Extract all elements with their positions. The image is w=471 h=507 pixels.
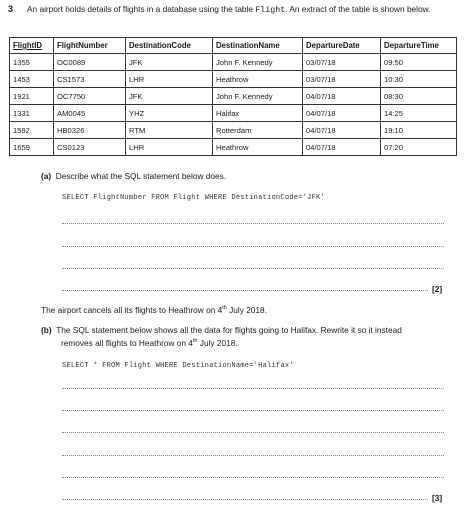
answer-line[interactable] — [62, 477, 444, 478]
cell-departuredate: 03/07/18 — [303, 71, 381, 88]
cancel-statement — [41, 305, 267, 315]
cell-destinationcode: JFK — [126, 88, 213, 105]
part-b-text-line2-before: removes all flights to Heathrow on 4 — [61, 337, 193, 348]
answer-line[interactable] — [62, 455, 444, 456]
cell-flightid: 1592 — [10, 122, 54, 139]
question-intro — [27, 4, 457, 16]
part-b-sql: SELECT * FROM Flight WHERE DestinationName='Halifax' — [62, 362, 294, 370]
cancel-text-before: The airport cancels all its flights to Heathrow on 4 — [41, 305, 223, 315]
cell-departuredate: 04/07/18 — [303, 139, 381, 156]
cell-destinationname: Heathrow — [213, 71, 303, 88]
cell-departuretime: 19:10 — [381, 122, 457, 139]
part-a-label: (a) — [41, 171, 52, 181]
cell-flightnumber: CS1573 — [54, 71, 126, 88]
part-a-prompt — [41, 171, 226, 181]
cell-flightid: 1921 — [10, 88, 54, 105]
cell-flightid: 1453 — [10, 71, 54, 88]
intro-text-after: . An extract of the table is shown below. — [285, 4, 431, 14]
intro-table-name: Flight — [255, 6, 286, 15]
part-b-text-line2-after: July 2018. — [197, 337, 238, 348]
header-departuredate: DepartureDate — [303, 38, 381, 54]
part-b-text-line2 — [41, 338, 238, 348]
part-b-marks: [3] — [432, 493, 443, 503]
table-row — [10, 54, 457, 71]
table-row — [10, 88, 457, 105]
part-a-sql: SELECT FlightNumber FROM Flight WHERE DestinationCode='JFK' — [62, 194, 325, 202]
cell-flightnumber: CS0123 — [54, 139, 126, 156]
cell-flightid: 1659 — [10, 139, 54, 156]
cell-destinationname: Halifax — [213, 105, 303, 122]
cell-flightnumber: HB0326 — [54, 122, 126, 139]
cell-departuredate: 04/07/18 — [303, 88, 381, 105]
answer-line[interactable] — [62, 246, 444, 247]
table-row — [10, 71, 457, 88]
table-header-row — [10, 38, 457, 54]
table-row — [10, 105, 457, 122]
cell-departuredate: 04/07/18 — [303, 105, 381, 122]
cell-departuredate: 04/07/18 — [303, 122, 381, 139]
part-b-prompt — [41, 325, 461, 349]
header-departuretime: DepartureTime — [381, 38, 457, 54]
part-b-text-line2-sup: th — [192, 338, 198, 344]
cell-departuredate: 03/07/18 — [303, 54, 381, 71]
question-number: 3 — [8, 4, 14, 14]
cell-destinationcode: YHZ — [126, 105, 213, 122]
answer-line[interactable] — [62, 223, 444, 224]
cell-destinationcode: LHR — [126, 139, 213, 156]
cell-destinationcode: LHR — [126, 71, 213, 88]
intro-text-before: An airport holds details of flights in a database using the table — [27, 4, 256, 14]
cell-destinationname: Heathrow — [213, 139, 303, 156]
cell-destinationname: Rotterdam — [213, 122, 303, 139]
cell-flightid: 1331 — [10, 105, 54, 122]
cell-departuretime: 14:25 — [381, 105, 457, 122]
cancel-text-sup: th — [222, 305, 227, 312]
cell-departuretime: 08:30 — [381, 88, 457, 105]
cell-flightnumber: OC7750 — [54, 88, 126, 105]
cell-flightnumber: AM0045 — [54, 105, 126, 122]
table-row — [10, 139, 457, 156]
part-a-text: Describe what the SQL statement below does. — [55, 171, 227, 181]
cell-destinationname: John F. Kennedy — [213, 88, 303, 105]
cell-destinationcode: JFK — [126, 54, 213, 71]
cell-flightid: 1355 — [10, 54, 54, 71]
cell-destinationcode: RTM — [126, 122, 213, 139]
part-b-text-line1: The SQL statement below shows all the data for flights going to Halifax. Rewrite it so it instead — [56, 325, 402, 335]
cell-flightnumber: OC0089 — [54, 54, 126, 71]
answer-line[interactable] — [62, 290, 428, 291]
cell-departuretime: 07:20 — [381, 139, 457, 156]
answer-line[interactable] — [62, 388, 444, 389]
header-flightid: FlightID — [10, 38, 54, 54]
cancel-text-after: July 2018. — [226, 305, 267, 315]
part-b-label: (b) — [41, 325, 52, 335]
header-destinationcode: DestinationCode — [126, 38, 213, 54]
cell-departuretime: 10:30 — [381, 71, 457, 88]
cell-destinationname: John F. Kennedy — [213, 54, 303, 71]
cell-departuretime: 09:50 — [381, 54, 457, 71]
flight-table — [9, 37, 457, 156]
answer-line[interactable] — [62, 432, 444, 433]
header-flightnumber: FlightNumber — [54, 38, 126, 54]
table-row — [10, 122, 457, 139]
answer-line[interactable] — [62, 499, 428, 500]
header-destinationname: DestinationName — [213, 38, 303, 54]
part-a-marks: [2] — [432, 284, 443, 294]
answer-line[interactable] — [62, 268, 444, 269]
answer-line[interactable] — [62, 410, 444, 411]
